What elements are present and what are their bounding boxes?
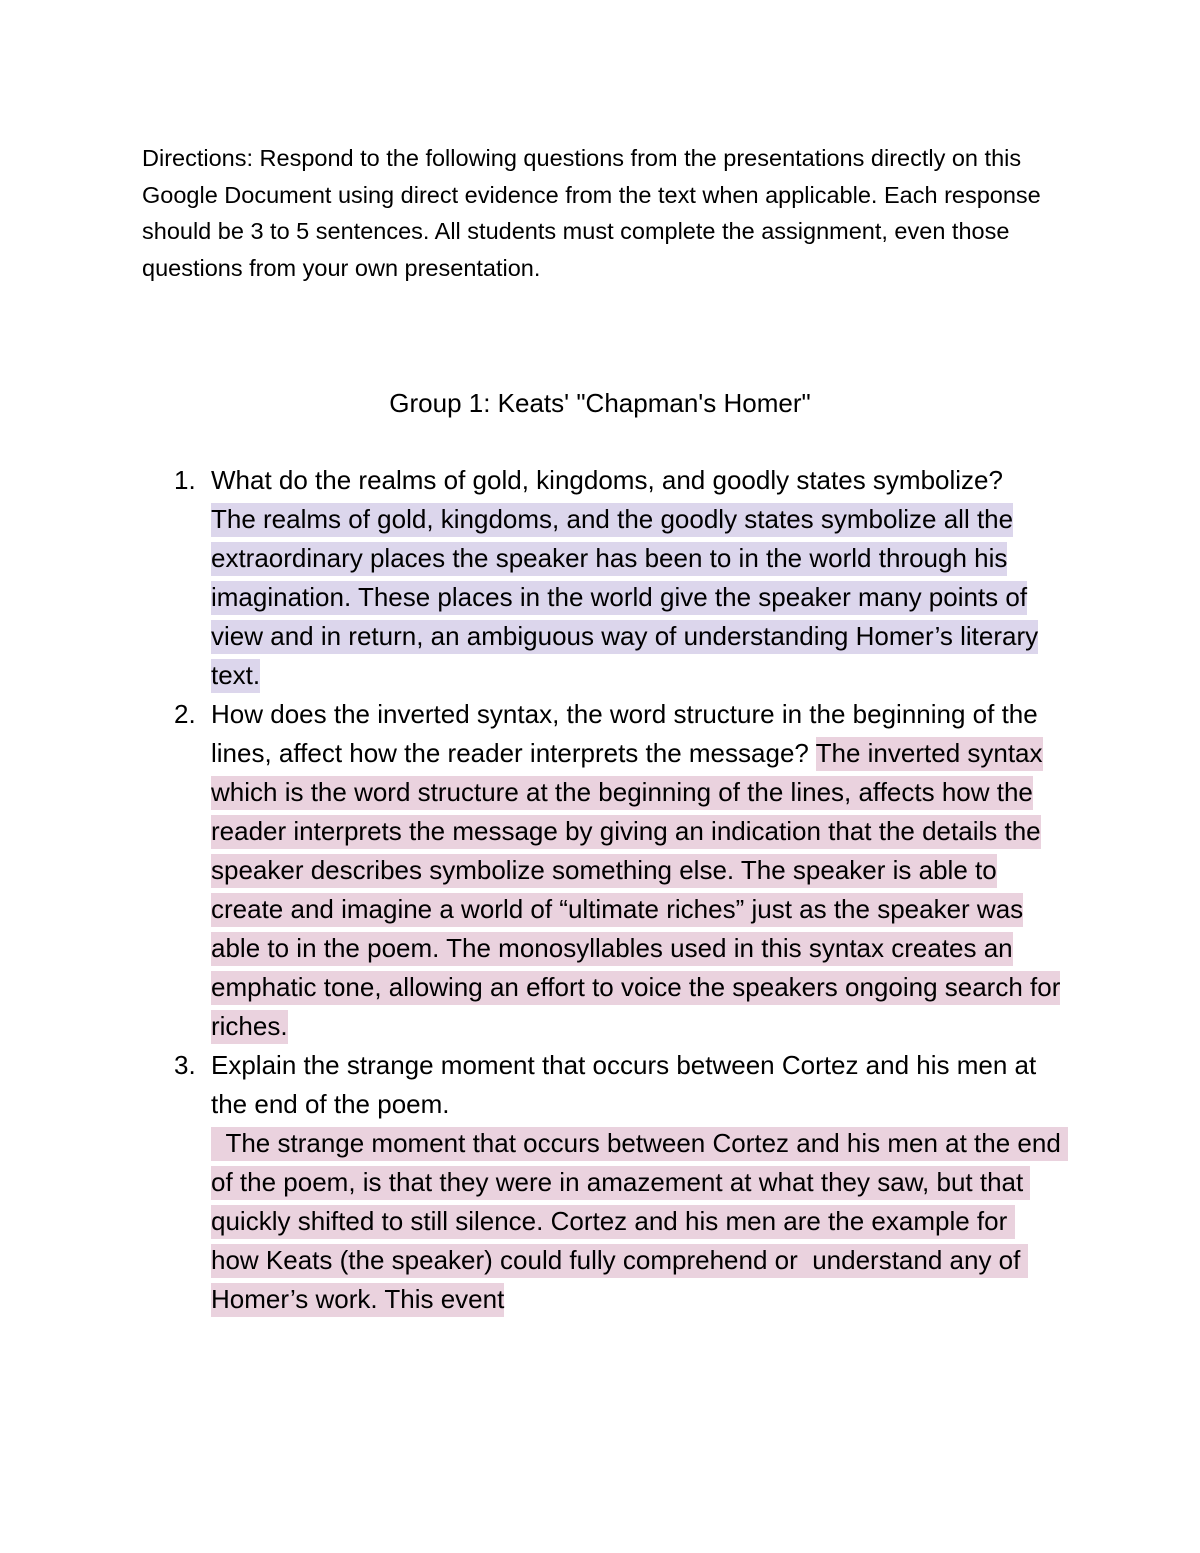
answer-text-highlighted: The realms of gold, kingdoms, and the goodly states symbolize all the extraordinary places the speaker has been to in the world through his imagination. These places in the world give the speaker many points of view and in return, an ambiguous way of understanding Homer’s literary text. bbox=[211, 503, 1038, 693]
question-number: 1. bbox=[174, 465, 196, 495]
group-heading: Group 1: Keats' "Chapman's Homer" bbox=[389, 388, 811, 418]
directions-paragraph: Directions: Respond to the following questions from the presentations directly on this Google Document using direct evidence from the text when applicable. Each response should be 3 to 5 sentences. All students must complete the assignment, even those questions from your own presentation. bbox=[142, 145, 1041, 281]
question-number: 2. bbox=[174, 699, 196, 729]
answer-text-highlighted: The inverted syntax which is the word structure at the beginning of the lines, affects how the reader interprets the message by giving an indication that the details the speaker describes symbolize something else. The speaker is able to create and imagine a world of “ultimate riches” just as the speaker was able to in the poem. The monosyllables used in this syntax creates an emphatic tone, allowing an effort to voice the speakers ongoing search for riches. bbox=[211, 737, 1060, 1044]
question-item-2 bbox=[0, 695, 1061, 1046]
question-number: 3. bbox=[174, 1050, 196, 1080]
question-list bbox=[0, 461, 1200, 1319]
answer-text-highlighted: The strange moment that occurs between Cortez and his men at the end of the poem, is that they were in amazement at what they saw, but that quickly shifted to still silence. Cortez and his men are the example for how Keats (the speaker) could fully comprehend or understand any of Homer’s work. This event bbox=[211, 1127, 1068, 1317]
question-item-3 bbox=[0, 1046, 1069, 1319]
question-text: Explain the strange moment that occurs between Cortez and his men at the end of the poem. bbox=[211, 1050, 1037, 1119]
question-text: How does the inverted syntax, the word structure in the beginning of the lines, affect how the reader interprets the message? bbox=[211, 699, 1038, 768]
question-text: What do the realms of gold, kingdoms, and goodly states symbolize? bbox=[211, 465, 1003, 495]
question-item-1 bbox=[0, 461, 1061, 695]
